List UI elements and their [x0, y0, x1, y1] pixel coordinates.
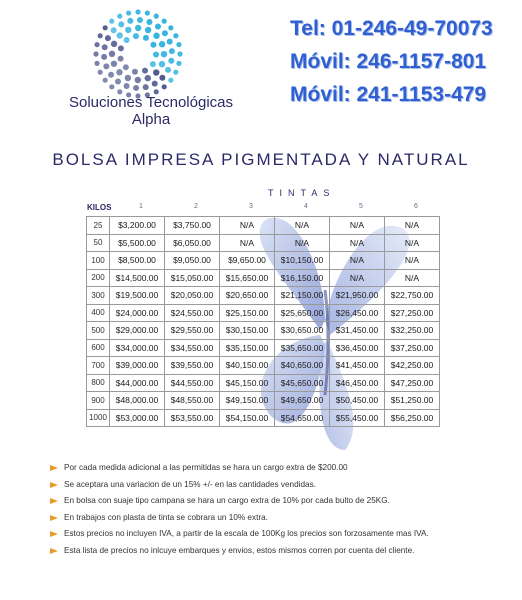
table-row — [87, 339, 440, 357]
logo-dot — [109, 19, 114, 24]
price-cell: $25,150.00 — [220, 304, 275, 322]
price-cell: $39,550.00 — [165, 357, 220, 375]
price-cell: $25,650.00 — [275, 304, 330, 322]
logo-dot — [173, 70, 178, 75]
logo-dot — [135, 25, 141, 31]
price-cell: $35,150.00 — [220, 339, 275, 357]
price-cell: $50,450.00 — [330, 392, 385, 410]
kilos-cell: 500 — [87, 322, 110, 340]
logo-dot — [127, 18, 133, 24]
price-cell: $35,650.00 — [275, 339, 330, 357]
logo-dot — [169, 48, 175, 54]
logo-dot — [109, 51, 115, 57]
logo-dot — [103, 25, 108, 30]
note-item — [50, 526, 510, 543]
price-cell: $34,000.00 — [110, 339, 165, 357]
notes-list — [50, 460, 510, 559]
price-cell: $29,550.00 — [165, 322, 220, 340]
price-cell: $49,150.00 — [220, 392, 275, 410]
page-title: BOLSA IMPRESA PIGMENTADA Y NATURAL — [52, 150, 470, 169]
table-row — [87, 357, 440, 375]
note-text: Esta lista de precios no inlcuye embarques y envios, estos mismos corren por cuenta del cliente. — [64, 545, 415, 555]
price-cell: $3,200.00 — [110, 217, 165, 235]
price-cell: $14,500.00 — [110, 269, 165, 287]
price-cell: $48,550.00 — [165, 392, 220, 410]
price-cell: $24,550.00 — [165, 304, 220, 322]
price-cell: $41,450.00 — [330, 357, 385, 375]
logo-dot — [173, 33, 178, 38]
price-cell: N/A — [220, 217, 275, 235]
arrow-bullet-icon — [50, 465, 58, 471]
price-cell: $31,450.00 — [330, 322, 385, 340]
logo-dot — [118, 56, 124, 62]
logo-dot — [116, 69, 122, 75]
column-header-3: 3 — [249, 203, 253, 210]
logo-dot — [126, 10, 131, 15]
logo-dot — [150, 42, 156, 48]
table-row — [87, 252, 440, 270]
logo-dot — [118, 21, 124, 27]
price-cell: N/A — [330, 252, 385, 270]
logo-dot — [111, 41, 117, 47]
price-cell: $49,650.00 — [275, 392, 330, 410]
price-cell: N/A — [385, 252, 440, 270]
logo-dots-icon — [90, 6, 186, 102]
price-cell: $42,250.00 — [385, 357, 440, 375]
logo-dot — [117, 32, 123, 38]
price-cell: $10,150.00 — [275, 252, 330, 270]
price-cell: $32,250.00 — [385, 322, 440, 340]
logo-dot — [146, 19, 152, 25]
note-text: Se aceptara una variacion de un 15% +/- en las cantidades vendidas. — [64, 479, 316, 489]
logo-dot — [162, 84, 167, 89]
logo-dot — [177, 51, 182, 56]
logo-dot — [152, 81, 158, 87]
price-cell: $34,550.00 — [165, 339, 220, 357]
price-cell: $19,500.00 — [110, 287, 165, 305]
logo-dot — [98, 33, 103, 38]
price-cell: N/A — [275, 217, 330, 235]
price-cell: $53,000.00 — [110, 409, 165, 427]
kilos-label: KILOS — [87, 203, 112, 212]
price-cell: $27,250.00 — [385, 304, 440, 322]
price-cell: $29,000.00 — [110, 322, 165, 340]
column-header-4: 4 — [304, 203, 308, 210]
logo-dot — [94, 42, 99, 47]
column-header-6: 6 — [414, 203, 418, 210]
column-header-2: 2 — [194, 203, 198, 210]
price-cell: $15,050.00 — [165, 269, 220, 287]
price-cell: N/A — [385, 269, 440, 287]
arrow-bullet-icon — [50, 515, 58, 521]
price-cell: $30,650.00 — [275, 322, 330, 340]
phone-list — [290, 12, 493, 111]
kilos-cell: 25 — [87, 217, 110, 235]
logo-dot — [111, 61, 117, 67]
logo-dot — [162, 19, 167, 24]
price-cell: $45,150.00 — [220, 374, 275, 392]
logo-dot — [124, 37, 130, 43]
logo-dot — [115, 79, 121, 85]
kilos-cell: 600 — [87, 339, 110, 357]
arrow-bullet-icon — [50, 482, 58, 488]
company-name — [66, 94, 236, 128]
logo-dot — [103, 78, 108, 83]
phone-movil-2: Móvil: 241-1153-479 — [290, 83, 487, 106]
kilos-cell: 100 — [87, 252, 110, 270]
logo-dot — [108, 72, 114, 78]
price-cell: $56,250.00 — [385, 409, 440, 427]
logo-dot — [118, 45, 124, 51]
price-cell: $54,150.00 — [220, 409, 275, 427]
table-row — [87, 374, 440, 392]
price-cell: $44,550.00 — [165, 374, 220, 392]
price-cell: $21,150.00 — [275, 287, 330, 305]
price-cell: $20,650.00 — [220, 287, 275, 305]
price-cell: $22,750.00 — [385, 287, 440, 305]
logo-dot — [102, 44, 108, 50]
logo-dot — [155, 24, 161, 30]
price-cell: $24,000.00 — [110, 304, 165, 322]
logo-dot — [153, 33, 159, 39]
company-name-line2: Alpha — [131, 111, 171, 128]
price-cell: $6,050.00 — [165, 234, 220, 252]
phone-tel: Tel: 01-246-49-70073 — [290, 17, 493, 40]
table-row — [87, 409, 440, 427]
logo-dot — [98, 70, 103, 75]
table-row — [87, 287, 440, 305]
logo-dot — [94, 61, 99, 66]
price-cell: $20,050.00 — [165, 287, 220, 305]
note-item — [50, 510, 510, 527]
logo-dot — [105, 35, 111, 41]
price-cell: N/A — [220, 234, 275, 252]
price-cell: $40,150.00 — [220, 357, 275, 375]
price-cell: $53,550.00 — [165, 409, 220, 427]
price-cell: $55,450.00 — [330, 409, 385, 427]
column-header-1: 1 — [139, 203, 143, 210]
table-row — [87, 322, 440, 340]
price-cell: $5,500.00 — [110, 234, 165, 252]
table-row — [87, 217, 440, 235]
kilos-cell: 300 — [87, 287, 110, 305]
logo-dot — [153, 52, 159, 58]
price-cell: $40,650.00 — [275, 357, 330, 375]
note-text: Por cada medida adicional a las permitidas se hara un cargo extra de $200.00 — [64, 463, 348, 472]
logo-dot — [137, 17, 143, 23]
price-cell: N/A — [330, 217, 385, 235]
company-name-line1: Soluciones Tecnológicas — [69, 94, 233, 111]
logo-dot — [153, 69, 159, 75]
logo-dot — [150, 61, 156, 67]
logo-dot — [176, 61, 181, 66]
table-row — [87, 269, 440, 287]
logo-dot — [117, 14, 122, 19]
price-cell: $39,000.00 — [110, 357, 165, 375]
logo-dot — [135, 77, 141, 83]
note-item — [50, 493, 510, 510]
kilos-cell: 800 — [87, 374, 110, 392]
price-cell: $37,250.00 — [385, 339, 440, 357]
price-cell: $16,150.00 — [275, 269, 330, 287]
column-header-5: 5 — [359, 203, 363, 210]
logo-dot — [123, 64, 129, 70]
price-cell: $54,650.00 — [275, 409, 330, 427]
logo-dot — [159, 61, 165, 67]
logo-dot — [162, 30, 168, 36]
price-cell: $21,950.00 — [330, 287, 385, 305]
kilos-cell: 200 — [87, 269, 110, 287]
logo-dot — [103, 63, 109, 69]
logo-dot — [161, 51, 167, 57]
note-item — [50, 543, 510, 560]
logo-dot — [125, 27, 131, 33]
logo-dot — [159, 75, 165, 81]
price-cell: $51,250.00 — [385, 392, 440, 410]
logo-dot — [167, 39, 173, 45]
price-cell: $3,750.00 — [165, 217, 220, 235]
price-cell: $36,450.00 — [330, 339, 385, 357]
note-item — [50, 477, 510, 494]
logo-dot — [168, 58, 174, 64]
price-cell: $30,150.00 — [220, 322, 275, 340]
arrow-bullet-icon — [50, 498, 58, 504]
logo-dot — [124, 83, 130, 89]
logo-dot — [111, 27, 117, 33]
logo-dot — [165, 67, 171, 73]
price-cell: $46,450.00 — [330, 374, 385, 392]
logo-dot — [101, 54, 107, 60]
logo-dot — [145, 27, 151, 33]
logo-dot — [143, 84, 149, 90]
logo-dot — [159, 41, 165, 47]
note-item — [50, 460, 510, 477]
price-cell: $9,050.00 — [165, 252, 220, 270]
price-cell: N/A — [330, 269, 385, 287]
price-cell: $45,650.00 — [275, 374, 330, 392]
logo-dot — [135, 9, 140, 14]
logo-dot — [168, 25, 173, 30]
arrow-bullet-icon — [50, 531, 58, 537]
note-text: Estos precios no incluyen IVA, a partir de la escala de 100Kg los precios son forzosamente mas IVA. — [64, 529, 429, 538]
price-cell: N/A — [385, 234, 440, 252]
logo-dot — [125, 75, 131, 81]
price-cell: $44,000.00 — [110, 374, 165, 392]
price-table — [86, 216, 440, 427]
phone-movil-1: Móvil: 246-1157-801 — [290, 50, 487, 73]
kilos-cell: 1000 — [87, 409, 110, 427]
logo-dot — [142, 68, 148, 74]
price-cell: $48,000.00 — [110, 392, 165, 410]
kilos-cell: 50 — [87, 234, 110, 252]
logo-dot — [143, 35, 149, 41]
price-cell: $8,500.00 — [110, 252, 165, 270]
kilos-cell: 400 — [87, 304, 110, 322]
logo-dot — [133, 85, 139, 91]
table-row — [87, 392, 440, 410]
table-row — [87, 234, 440, 252]
price-cell: $15,650.00 — [220, 269, 275, 287]
logo-dot — [109, 84, 114, 89]
logo-dot — [133, 33, 139, 39]
price-cell: $9,650.00 — [220, 252, 275, 270]
note-text: En trabajos con plasta de tinta se cobrara un 10% extra. — [64, 512, 268, 522]
logo-dot — [168, 78, 173, 83]
note-text: En bolsa con suaje tipo campana se hara un cargo extra de 10% por cada bulto de 25KG. — [64, 496, 390, 505]
logo-dot — [132, 69, 138, 75]
logo-dot — [145, 75, 151, 81]
price-cell: $47,250.00 — [385, 374, 440, 392]
logo-dot — [145, 10, 150, 15]
price-cell: N/A — [275, 234, 330, 252]
logo-dot — [154, 14, 159, 19]
price-cell: N/A — [330, 234, 385, 252]
arrow-bullet-icon — [50, 548, 58, 554]
price-cell: N/A — [385, 217, 440, 235]
logo-dot — [93, 51, 98, 56]
tintas-label: TINTAS — [268, 188, 336, 198]
price-cell: $26,450.00 — [330, 304, 385, 322]
table-row — [87, 304, 440, 322]
kilos-cell: 700 — [87, 357, 110, 375]
kilos-cell: 900 — [87, 392, 110, 410]
logo-dot — [176, 42, 181, 47]
